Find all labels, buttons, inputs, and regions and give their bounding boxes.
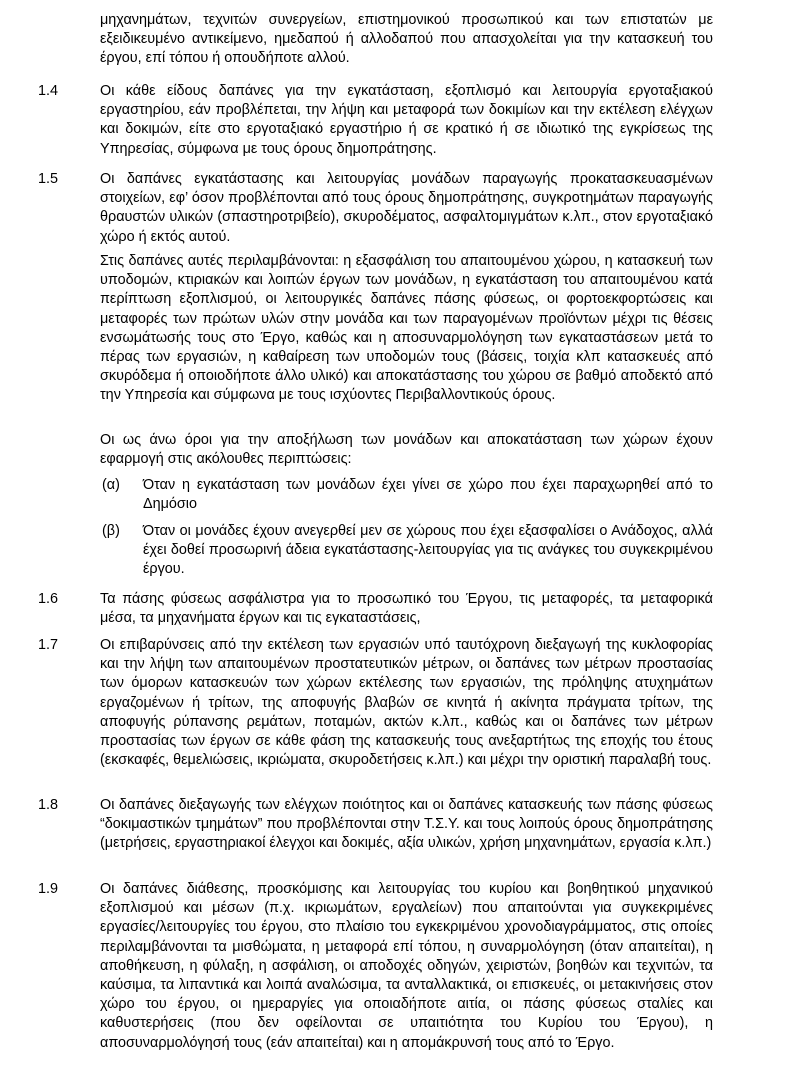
section-number-1-5: 1.5 bbox=[38, 171, 59, 187]
intro-paragraph: μηχανημάτων, τεχνιτών συνεργείων, επιστημονικού προσωπικού και των επιστατών με εξειδικευμένο αντικείμενο, ημεδαπού ή αλλοδαπού που απασχολείται για την κατασκευή του έργου, επί τόπου ή οπουδήποτε αλλού. bbox=[100, 12, 713, 67]
section-number-1-7: 1.7 bbox=[38, 637, 59, 653]
section-1-5-conditions-paragraph: Οι ως άνω όροι για την αποξήλωση των μονάδων και αποκατάσταση των χώρων έχουν εφαρμογή στις ακόλουθες περιπτώσεις: bbox=[100, 432, 713, 468]
section-number-1-4: 1.4 bbox=[38, 83, 59, 99]
section-number-1-9: 1.9 bbox=[38, 881, 59, 897]
section-1-9-text: Οι δαπάνες διάθεσης, προσκόμισης και λειτουργίας του κυρίου και βοηθητικού μηχανικού εξοπλισμού και μέσων (π.χ. ικριωμάτων, εργαλείων) που απαιτούνται για συγκεκριμένες εργασίες/λειτουργίες του έργου, στο πλαίσιο του εγκεκριμένου χρονοδιαγράμματος, στις οποίες περιλαμβάνονται τα μισθώματα, η μεταφορά επί τόπου, η συναρμολόγηση (όταν απαιτείται), η αποθήκευση, η φύλαξη, η ασφάλιση, οι αποδοχές οδηγών, χειριστών, βοηθών και τεχνιτών, τα καύσιμα, τα λιπαντικά και λοιπά αναλώσιμα, τα ανταλλακτικά, οι επισκευές, οι μετακινήσεις στον χώρο του έργου, οι ημεραργίες για οποιαδήποτε αιτία, οι πάσης φύσεως σταλίες και καθυστερήσεις (που δεν οφείλονται σε υπαιτιότητα του Κυρίου του Έργου), η αποσυναρμολόγησή τους (εάν απαιτείται) και η απομάκρυνσή τους από το Έργο. bbox=[100, 881, 713, 1051]
list-item-text-b: Όταν οι μονάδες έχουν ανεγερθεί μεν σε χώρους που έχει εξασφαλίσει ο Ανάδοχος, αλλά έχει δοθεί προσωρινή άδεια εγκατάστασης-λειτουργίας για τις ανάγκες του συγκεκριμένου έργου. bbox=[143, 523, 713, 578]
section-1-5-text: Οι δαπάνες εγκατάστασης και λειτουργίας μονάδων παραγωγής προκατασκευασμένων στοιχείων, εφ’ όσον προβλέπονται από τους όρους δημοπράτησης, συγκροτημάτων παραγωγής θραυστών υλικών (σπαστηροτριβείο), σκυροδέματος, ασφαλτομιγμάτων κ.λπ., στον εργοταξιακό χώρο ή εκτός αυτού. bbox=[100, 171, 713, 245]
section-1-8-text: Οι δαπάνες διεξαγωγής των ελέγχων ποιότητος και οι δαπάνες κατασκευής των πάσης φύσεως “δοκιμαστικών τμημάτων” που προβλέπονται στην Τ.Σ.Υ. και τους λοιπούς όρους δημοπράτησης (μετρήσεις, εργαστηριακοί έλεγχοι και δοκιμές, αξία υλικών, χρήση μηχανημάτων, εργασία κ.λπ.) bbox=[100, 797, 713, 852]
section-1-7-text: Οι επιβαρύνσεις από την εκτέλεση των εργασιών υπό ταυτόχρονη διεξαγωγή της κυκλοφορίας και την λήψη των απαιτουμένων προστατευτικών μέτρων, οι δαπάνες των μέτρων προστασίας των όμορων κατασκευών των χώρων εκτέλεσης των εργασιών, της πρόληψης ατυχημάτων εργαζομένων ή τρίτων, της αποφυγής βλαβών σε κινητά ή ακίνητα πράγματα τρίτων, της αποφυγής ρύπανσης ρεμάτων, ποταμών, ακτών κ.λπ., καθώς και οι δαπάνες των μέτρων προστασίας των έργων σε κάθε φάση της κατασκευής τους ανεξαρτήτως της εποχής του έτους (εκσκαφές, θεμελιώσεις, ικριώματα, σκυροδετήσεις κ.λπ.) και μέχρι την οριστική παραλαβή τους. bbox=[100, 637, 713, 769]
section-1-5-costs-paragraph: Στις δαπάνες αυτές περιλαμβάνονται: η εξασφάλιση του απαιτουμένου χώρου, η κατασκευή των υποδομών, κτιριακών και λοιπών έργων των μονάδων, η εγκατάσταση του απαιτουμένου κατά περίπτωση εξοπλισμού, οι λειτουργικές δαπάνες πάσης φύσεως, οι φορτοεκφορτώσεις και μεταφορές των πρώτων υλών στην μονάδα και των παραγομένων προϊόντων μέχρι τις θέσεις ενσωμάτωσής τους στο Έργο, καθώς και η αποσυναρμολόγηση των εγκαταστάσεων μετά το πέρας των εργασιών, η καθαίρεση των υποδομών τους (βάσεις, τοιχία κλπ κατασκευές από σκυρόδεμα ή οποιοδήποτε άλλο υλικό) και αποκατάστασης του χώρου σε βαθμό αποδεκτό από την Υπηρεσία και σύμφωνα με τους ισχύοντες Περιβαλλοντικούς όρους. bbox=[100, 253, 713, 404]
list-item-label-a: (α) bbox=[102, 477, 120, 493]
list-item-text-a: Όταν η εγκατάσταση των μονάδων έχει γίνει σε χώρο που έχει παραχωρηθεί από το Δημόσιο bbox=[143, 477, 713, 513]
list-item-label-b: (β) bbox=[102, 523, 120, 539]
section-number-1-6: 1.6 bbox=[38, 591, 59, 607]
section-1-6-text: Τα πάσης φύσεως ασφάλιστρα για το προσωπικό του Έργου, τις μεταφορές, τα μεταφορικά μέσα, τα μηχανήματα έργων και τις εγκαταστάσεις, bbox=[100, 591, 713, 627]
section-number-1-8: 1.8 bbox=[38, 797, 59, 813]
section-1-4-text: Οι κάθε είδους δαπάνες για την εγκατάσταση, εξοπλισμό και λειτουργία εργοταξιακού εργαστηρίου, εάν προβλέπεται, την λήψη και μεταφορά των δοκιμίων και την εκτέλεση ελέγχων και δοκιμών, είτε στο εργοταξιακό εργαστήριο ή σε κρατικό ή σε ιδιωτικό της εγκρίσεως της Υπηρεσίας, σύμφωνα με τους όρους δημοπράτησης. bbox=[100, 83, 713, 157]
